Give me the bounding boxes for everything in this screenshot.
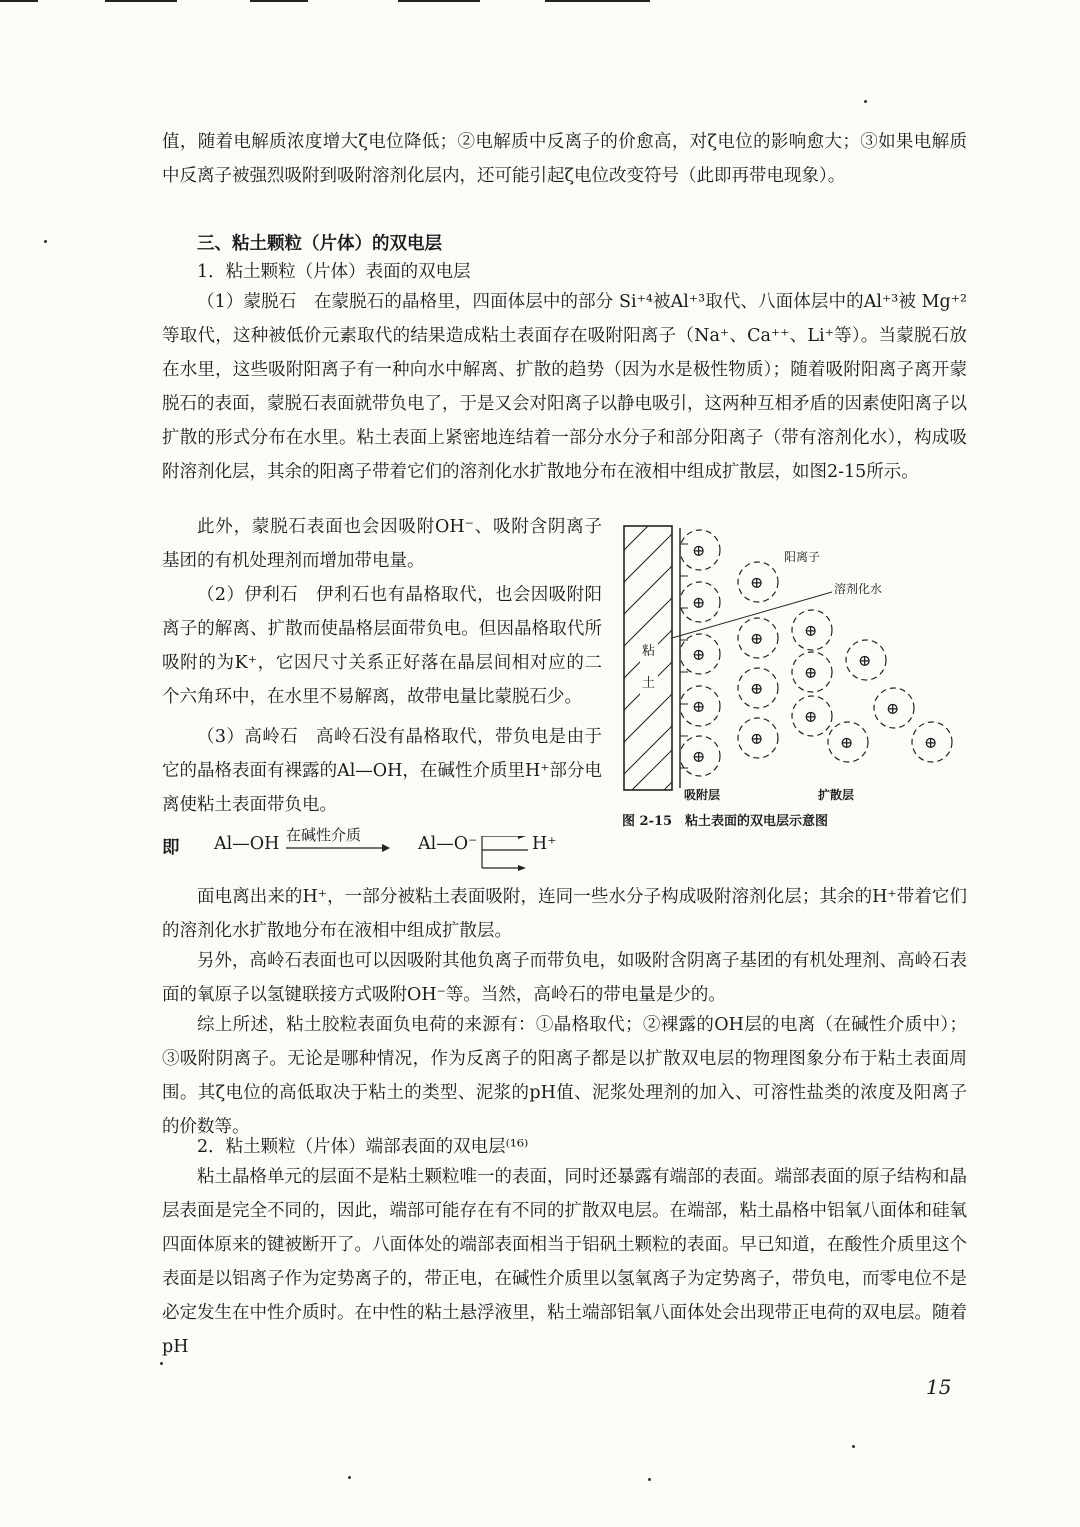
equation-arrows	[282, 836, 552, 876]
cation-symbol: ⊕	[692, 697, 706, 716]
scan-speck	[44, 240, 47, 243]
paragraph-illite: （2）伊利石 伊利石也有晶格取代，也会因吸附阳离子的解离、扩散而使晶格层面带负电。但因晶格取代所吸附的为K⁺，它因尺寸关系正好落在晶层间相对应的二个六角环中，在水里不易解离，故带电量比蒙脱石少。	[162, 585, 602, 707]
cation-symbol: ⊕	[692, 747, 706, 766]
cation-symbol: ⊕	[924, 733, 938, 752]
subsection-heading-edge: 2．粘土颗粒（片体）端部表面的双电层⁽¹⁶⁾	[197, 1137, 529, 1157]
equation-prefix: 即	[162, 838, 180, 858]
equation-middle: Al—O⁻	[418, 834, 478, 854]
paragraph-montmorillonite-extra: 此外，蒙脱石表面也会因吸附OH⁻、吸附含阴离子基团的有机处理剂而增加带电量。	[162, 517, 602, 571]
paragraph-montmorillonite: （1）蒙脱石 在蒙脱石的晶格里，四面体层中的部分 Si⁺⁴被Al⁺³取代、八面体层中的Al⁺³被 Mg⁺²等取代，这种被低价元素取代的结果造成粘土表面存在吸附阳离子（Na⁺、Ca⁺⁺、Li⁺等）。当蒙脱石放在水里，这些吸附阳离子有一种向水中解离、扩散的趋势（因为水是极性物质）；随着吸附阳离子离开蒙脱石的表面，蒙脱石表面就带负电了，于是又会对阳离子以静电吸引，这两种互相矛盾的因素使阳离子以扩散的形式分布在水里。粘土表面上紧密地连结着一部分水分子和部分阳离子（带有溶剂化水），构成吸附溶剂化层，其余的阳离子带着它们的溶剂化水扩散地分布在液相中组成扩散层，如图2-15所示。	[162, 292, 967, 482]
cation-symbol: ⊕	[858, 651, 872, 670]
paragraph-kaolinite: （3）高岭石 高岭石没有晶格取代，带负电是由于它的晶格表面有裸露的Al—OH，在碱性介质里H⁺部分电离使粘土表面带负电。	[162, 727, 602, 815]
scan-artifact	[545, 0, 650, 2]
label-clay-char-1: 粘	[642, 644, 656, 659]
cation-symbol: ⊕	[692, 541, 706, 560]
page-number: 15	[926, 1375, 952, 1399]
figure-caption: 图 2-15 粘土表面的双电层示意图	[622, 814, 829, 829]
cation-symbol: ⊕	[750, 629, 764, 648]
scan-speck	[348, 1476, 351, 1479]
cation-symbol: ⊕	[692, 593, 706, 612]
label-diffuse-layer: 扩散层	[818, 788, 855, 802]
scan-artifact	[0, 0, 38, 2]
scan-artifact	[105, 0, 177, 2]
paragraph-edge-surface: 粘土晶格单元的层面不是粘土颗粒唯一的表面，同时还暴露有端部的表面。端部表面的原子结构和晶层表面是完全不同的，因此，端部可能存在有不同的扩散双电层。在端部，粘土晶格中铝氧八面体和硅氧四面体原来的键被断开了。八面体处的端部表面相当于铝矾土颗粒的表面。早已知道，在酸性介质里这个表面是以铝离子作为定势离子的，带正电，在碱性介质里以氢氧离子为定势离子，带负电，而零电位不是必定发生在中性介质时。在中性的粘土悬浮液里，粘土端部铝氧八面体处会出现带正电荷的双电层。随着pH	[162, 1167, 967, 1357]
scan-artifact	[250, 0, 308, 2]
paragraph-kaolinite-continued: 面电离出来的H⁺，一部分被粘土表面吸附，连同一些水分子构成吸附溶剂化层；其余的H⁺带着它们的溶剂化水扩散地分布在液相中组成扩散层。	[162, 887, 967, 941]
paragraph-zeta-effects: 值，随着电解质浓度增大ζ电位降低；②电解质中反离子的价愈高，对ζ电位的影响愈大；③如果电解质中反离子被强烈吸附到吸附溶剂化层内，还可能引起ζ电位改变符号（此即再带电现象）。	[162, 132, 967, 186]
subsection-heading-surface: 1．粘土颗粒（片体）表面的双电层	[197, 262, 471, 282]
scan-speck	[864, 100, 867, 103]
equation-right: H⁺	[532, 834, 557, 854]
cation-symbol: ⊕	[750, 573, 764, 592]
label-clay-char-2: 土	[642, 676, 656, 691]
section-heading-double-layer: 三、粘土颗粒（片体）的双电层	[197, 234, 442, 254]
cation-symbol: ⊕	[750, 679, 764, 698]
equation-left: Al—OH	[214, 834, 280, 854]
cation-symbol: ⊕	[840, 733, 854, 752]
cation-symbol: ⊕	[804, 663, 818, 682]
scan-speck	[852, 1445, 855, 1448]
label-cation: 阳离子	[784, 550, 821, 564]
cation-symbol: ⊕	[692, 645, 706, 664]
cation-symbol: ⊕	[804, 707, 818, 726]
cation-symbol: ⊕	[886, 699, 900, 718]
equation-condition: 在碱性介质	[286, 826, 362, 844]
label-adsorbed-layer: 吸附层	[684, 788, 721, 802]
ionization-equation	[162, 826, 602, 876]
figure-double-layer	[622, 520, 972, 850]
paragraph-summary: 综上所述，粘土胶粒表面负电荷的来源有：①晶格取代；②裸露的OH层的电离（在碱性介质中）；③吸附阴离子。无论是哪种情况，作为反离子的阳离子都是以扩散双电层的物理图象分布于粘土表面周围。其ζ电位的高低取决于粘土的类型、泥浆的pH值、泥浆处理剂的加入、可溶性盐类的浓度及阳离子的价数等。	[162, 1015, 967, 1137]
label-solvation-water: 溶剂化水	[834, 582, 883, 596]
scan-speck	[160, 1362, 163, 1365]
scan-artifact	[398, 0, 480, 2]
scan-speck	[648, 1478, 651, 1481]
paragraph-kaolinite-anions: 另外，高岭石表面也可以因吸附其他负离子而带负电，如吸附含阴离子基团的有机处理剂、高岭石表面的氧原子以氢键联接方式吸附OH⁻等。当然，高岭石的带电量是少的。	[162, 951, 967, 1005]
cation-symbol: ⊕	[750, 729, 764, 748]
cation-symbol: ⊕	[804, 621, 818, 640]
